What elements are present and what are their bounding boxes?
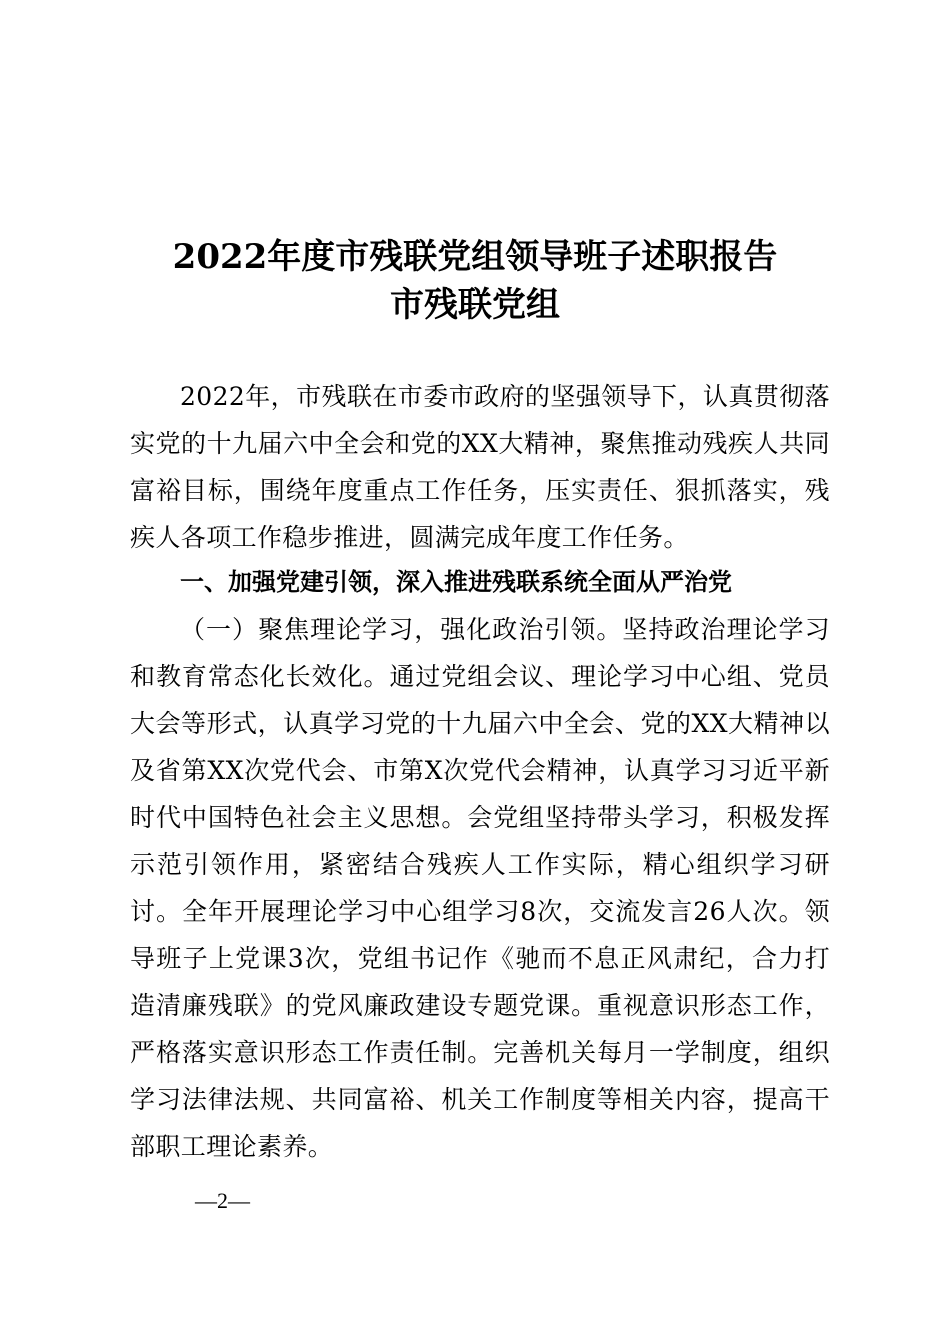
page-number: —2— [195, 1188, 250, 1213]
body-paragraph: （一）聚焦理论学习，强化政治引领。坚持政治理论学习和教育常态化长效化。通过党组会议、理论学习中心组、党员大会等形式，认真学习党的十九届六中全会、党的XX大精神以及省第XX次党代会、市第X次党代会精神，认真学习习近平新时代中国特色社会主义思想。会党组坚持带头学习，积极发挥示范引领作用，紧密结合残疾人工作实际，精心组织学习研讨。全年开展理论学习中心组学习8次，交流发言26人次。领导班子上党课3次，党组书记作《驰而不息正风肃纪，合力打造清廉残联》的党风廉政建设专题党课。重视意识形态工作，严格落实意识形态工作责任制。完善机关每月一学制度，组织学习法律法规、共同富裕、机关工作制度等相关内容，提高干部职工理论素养。 [130, 615, 830, 1161]
document-subtitle: 市残联党组 [390, 285, 560, 325]
intro-paragraph: 2022年，市残联在市委市政府的坚强领导下，认真贯彻落实党的十九届六中全会和党的XX大精神，聚焦推动残疾人共同富裕目标，围绕年度重点工作任务，压实责任、狠抓落实，残疾人各项工作稳步推进，圆满完成年度工作任务。 [130, 382, 830, 552]
section-heading: 一、加强党建引领，深入推进残联系统全面从严治党 [180, 568, 732, 596]
document-title: 2022年度市残联党组领导班子述职报告 [172, 237, 778, 277]
